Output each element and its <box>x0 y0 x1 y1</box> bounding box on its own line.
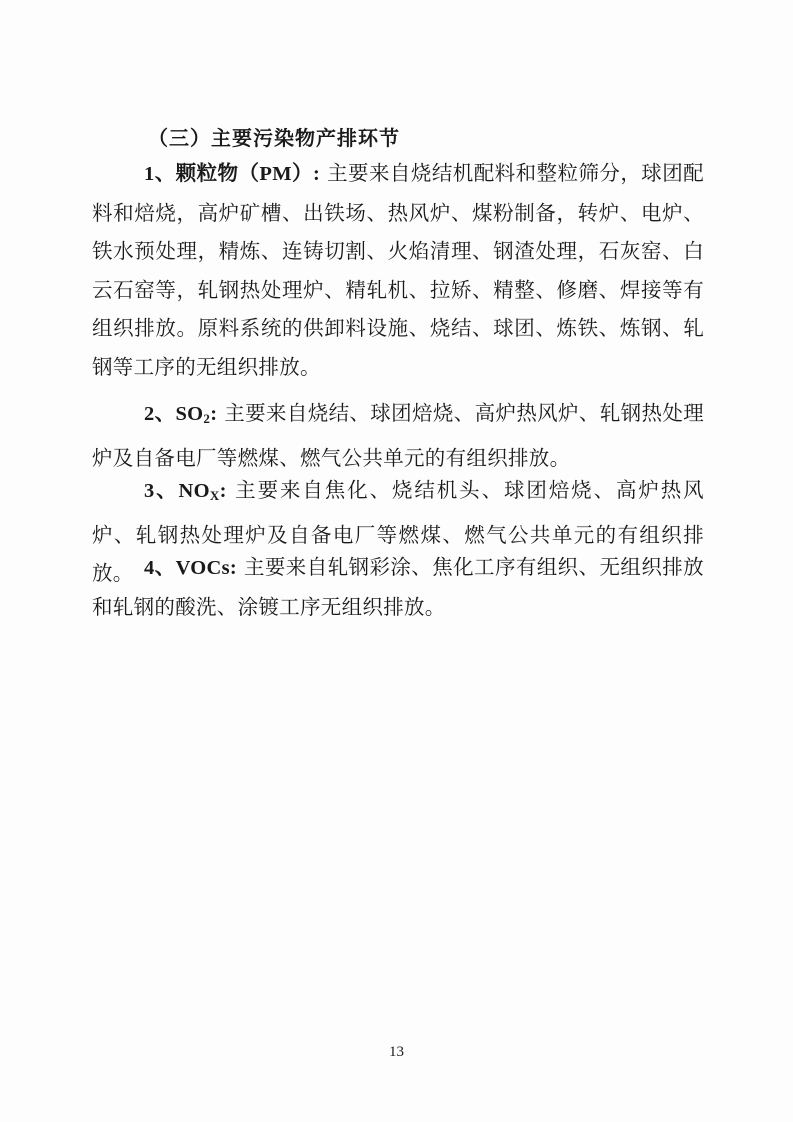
paragraph-lead-nox <box>144 480 227 502</box>
paragraph-pm <box>92 154 704 386</box>
paragraph-lead-vocs: 4、VOCs: <box>144 557 238 579</box>
lead-subscript-so2: 2 <box>203 411 211 426</box>
lead-main-so2: 2、SO <box>144 403 204 425</box>
lead-colon-so2: : <box>210 403 218 425</box>
page-number: 13 <box>389 1044 404 1060</box>
lead-colon-nox: : <box>219 480 227 502</box>
section-heading: （三）主要污染物产排环节 <box>148 126 400 150</box>
paragraph-lead-pm: 1、颗粒物（PM）: <box>144 163 321 185</box>
paragraph-text-so2: 主要来自烧结、球团焙烧、高炉热风炉、轧钢热处理炉及自备电厂等燃煤、燃气公共单元的有组织排放。 <box>92 401 704 470</box>
paragraph-text-nox: 主要来自焦化、烧结机头、球团焙烧、高炉热风炉、轧钢热处理炉及自备电厂等燃煤、燃气公共单元的有组织排放。 <box>92 478 704 585</box>
paragraph-text-pm: 主要来自烧结机配料和整粒筛分，球团配料和焙烧，高炉矿槽、出铁场、热风炉、煤粉制备，转炉、电炉、铁水预处理，精炼、连铸切割、火焰清理、钢渣处理，石灰窑、白云石窑等，轧钢热处理炉、精轧机、拉矫、精整、修磨、焊接等有组织排放。原料系统的供卸料设施、烧结、球团、炼铁、炼钢、轧钢等工序的无组织排放。 <box>92 161 704 379</box>
lead-subscript-nox: X <box>209 488 220 503</box>
paragraph-vocs <box>92 548 704 626</box>
lead-main-nox: 3、NO <box>144 480 210 502</box>
paragraph-text-vocs: 主要来自轧钢彩涂、焦化工序有组织、无组织排放和轧钢的酸洗、涂镀工序无组织排放。 <box>92 555 704 619</box>
paragraph-so2 <box>92 394 704 477</box>
paragraph-lead-so2 <box>144 403 217 425</box>
